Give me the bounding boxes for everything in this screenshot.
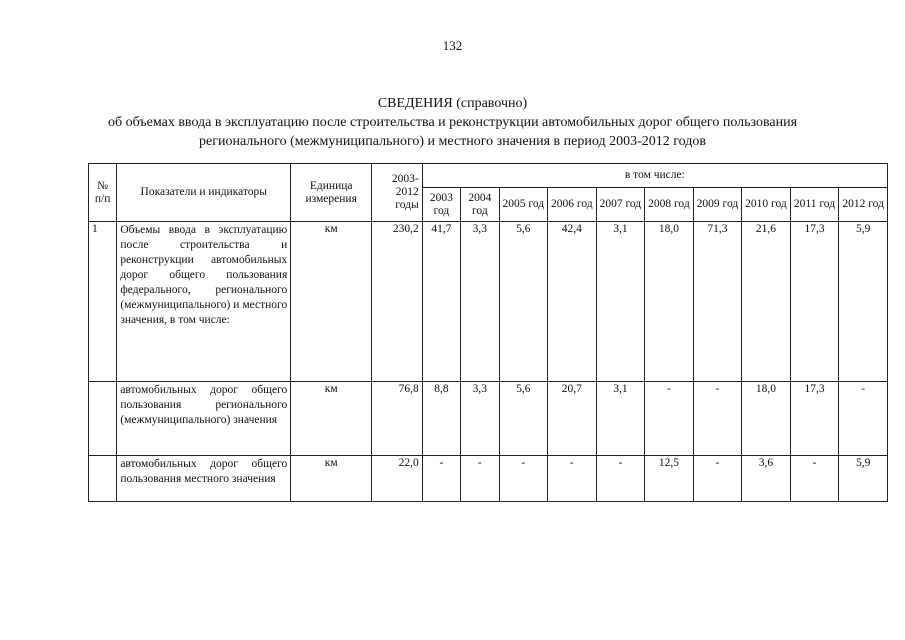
row-year-value: 5,9 [839, 222, 888, 382]
row-total: 22,0 [372, 456, 423, 502]
table-row [89, 222, 888, 382]
row-num: 1 [89, 222, 117, 382]
row-year-value: - [596, 456, 645, 502]
row-year-value: 71,3 [693, 222, 742, 382]
row-year-value: 3,1 [596, 382, 645, 456]
row-year-value: 41,7 [422, 222, 460, 382]
row-year-value: 42,4 [548, 222, 597, 382]
row-year-value: - [693, 382, 742, 456]
row-year-value: 12,5 [645, 456, 694, 502]
row-year-value: 17,3 [790, 222, 839, 382]
row-unit: км [291, 222, 372, 382]
header-year: 2005 год [499, 188, 548, 222]
row-num [89, 456, 117, 502]
row-year-value: - [645, 382, 694, 456]
row-year-value: 3,6 [742, 456, 791, 502]
header-year: 2012 год [839, 188, 888, 222]
table-row [89, 456, 888, 502]
row-year-value: 17,3 [790, 382, 839, 456]
row-year-value: 8,8 [422, 382, 460, 456]
header-including: в том числе: [422, 164, 887, 188]
title-line-1: СВЕДЕНИЯ (справочно) [377, 96, 528, 111]
row-year-value: 3,3 [461, 382, 499, 456]
row-indicator-name: автомобильных дорог общего пользования местного значения [117, 456, 291, 502]
row-year-value: 5,9 [839, 456, 888, 502]
page-number: 132 [442, 38, 463, 53]
header-year: 2003 год [422, 188, 460, 222]
header-total: 2003-2012 годы [372, 164, 423, 222]
title-line-3: регионального (межмуниципального) и местного значения в период 2003-2012 годов [199, 134, 706, 149]
row-year-value: 21,6 [742, 222, 791, 382]
row-year-value: - [548, 456, 597, 502]
row-year-value: 20,7 [548, 382, 597, 456]
table-row [89, 382, 888, 456]
title-line-2: об объемах ввода в эксплуатацию после строительства и реконструкции автомобильных дорог общего пользования [107, 115, 798, 130]
header-year: 2010 год [742, 188, 791, 222]
row-year-value: - [693, 456, 742, 502]
header-year: 2007 год [596, 188, 645, 222]
header-year: 2011 год [790, 188, 839, 222]
row-unit: км [291, 456, 372, 502]
row-year-value: - [461, 456, 499, 502]
row-year-value: 3,3 [461, 222, 499, 382]
row-year-value: - [790, 456, 839, 502]
header-year: 2009 год [693, 188, 742, 222]
document-title [0, 94, 905, 151]
header-num: № п/п [89, 164, 117, 222]
row-indicator-name: Объемы ввода в эксплуатацию после строительства и реконструкции автомобильных дорог общего пользования федерального, регионального (межмуниципального) и местного значения, в том числе: [117, 222, 291, 382]
row-indicator-name: автомобильных дорог общего пользования регионального (межмуниципального) значения [117, 382, 291, 456]
row-year-value: 18,0 [645, 222, 694, 382]
header-unit: Единица измерения [291, 164, 372, 222]
row-year-value: - [499, 456, 548, 502]
header-year: 2004 год [461, 188, 499, 222]
row-year-value: 18,0 [742, 382, 791, 456]
row-num [89, 382, 117, 456]
row-year-value: - [422, 456, 460, 502]
header-indicators: Показатели и индикаторы [117, 164, 291, 222]
row-unit: км [291, 382, 372, 456]
row-year-value: 5,6 [499, 382, 548, 456]
row-year-value: 3,1 [596, 222, 645, 382]
row-year-value: 5,6 [499, 222, 548, 382]
header-year: 2006 год [548, 188, 597, 222]
row-total: 230,2 [372, 222, 423, 382]
header-year: 2008 год [645, 188, 694, 222]
row-year-value: - [839, 382, 888, 456]
data-table [88, 163, 888, 502]
row-total: 76,8 [372, 382, 423, 456]
